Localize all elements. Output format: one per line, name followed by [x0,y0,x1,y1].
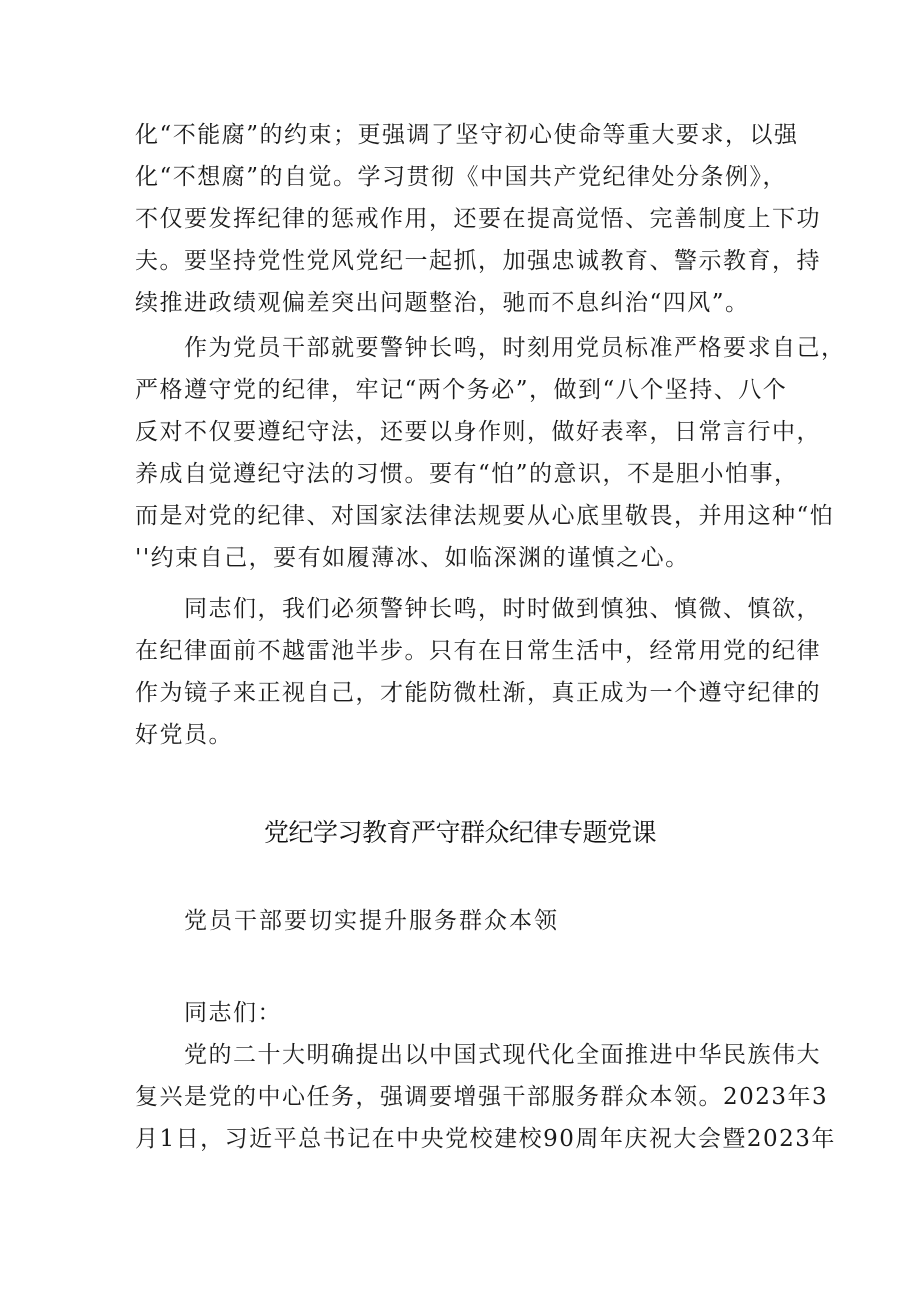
text-line: 续推进政绩观偏差突出问题整治，驰而不息纠治“四风”。 [135,290,750,316]
section-title: 党纪学习教育严守群众纪律专题党课 [263,818,656,847]
text-line: 反对不仅要遵纪守法，还要以身作则，做好表率，日常言行中， [135,419,821,445]
salutation: 同志们： [184,1000,282,1026]
text-line: 作为镜子来正视自己，才能防微杜渐，真正成为一个遵守纪律的 [135,680,821,706]
text-line: 化“不想腐”的自觉。学习贯彻《中国共产党纪律处分条例》， [135,164,788,190]
text-line: 夫。要坚持党性党风党纪一起抓，加强忠诚教育、警示教育，持 [135,248,821,274]
text-line: 严格遵守党的纪律，牢记“两个务必”，做到“八个坚持、八个 [135,377,788,403]
text-line: 好党员。 [135,722,233,748]
text-line: 不仅要发挥纪律的惩戒作用，还要在提高觉悟、完善制度上下功 [135,206,821,232]
text-line: 复兴是党的中心任务，强调要增强干部服务群众本领。2023年3 [135,1084,829,1110]
text-line: 在纪律面前不越雷池半步。只有在日常生活中，经常用党的纪律 [135,638,821,664]
text-line: 作为党员干部就要警钟长鸣，时刻用党员标准严格要求自己， [184,335,846,361]
text-line: ''约束自己，要有如履薄冰、如临深渊的谨慎之心。 [135,545,690,571]
subtitle: 党员干部要切实提升服务群众本领 [184,908,559,934]
text-line: 同志们，我们必须警钟长鸣，时时做到慎独、慎微、慎欲， [184,596,821,622]
text-line: 月1日，习近平总书记在中央党校建校90周年庆祝大会暨2023年 [135,1126,836,1152]
text-line: 党的二十大明确提出以中国式现代化全面推进中华民族伟大 [184,1042,821,1068]
text-line: 养成自觉遵纪守法的习惯。要有“怕”的意识，不是胆小怕事， [135,461,799,487]
text-line: 化“不能腐”的约束；更强调了坚守初心使命等重大要求，以强 [135,122,799,148]
text-line: 而是对党的纪律、对国家法律法规要从心底里敬畏，并用这种“怕 [135,503,835,529]
